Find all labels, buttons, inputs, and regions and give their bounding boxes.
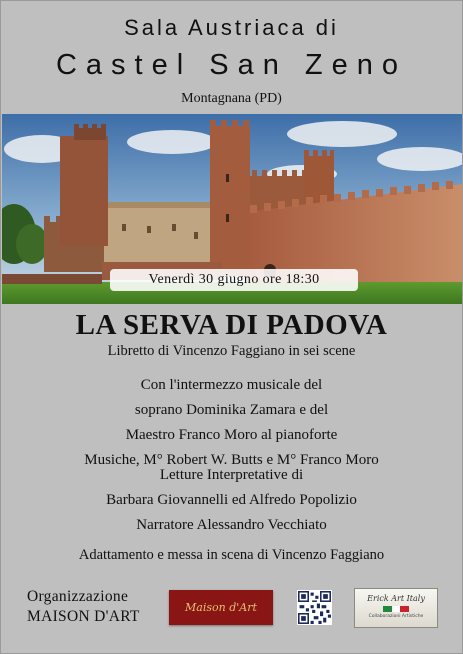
organizer-name: MAISON D'ART xyxy=(27,608,140,625)
italian-flag-icon xyxy=(383,606,409,612)
maison-dart-logo-text: Maison d'Art xyxy=(185,601,257,614)
venue-town: Montagnana (PD) xyxy=(181,91,282,106)
reading-line: Narratore Alessandro Vecchiato xyxy=(136,517,327,533)
music-line: Maestro Franco Moro al pianoforte xyxy=(125,427,338,443)
reading-line: Barbara Giovannelli ed Alfredo Popolizio xyxy=(106,492,357,508)
music-line: Musiche, M° Robert W. Butts e M° Franco Moro xyxy=(84,452,379,468)
qr-code-icon xyxy=(297,590,332,625)
show-title: LA SERVA DI PADOVA xyxy=(75,309,388,341)
organizer-label: Organizzazione xyxy=(27,588,129,605)
music-line: soprano Dominika Zamara e del xyxy=(134,402,329,418)
music-credits xyxy=(1,373,462,473)
reading-credits xyxy=(1,463,462,538)
show-subtitle: Libretto di Vincenzo Faggiano in sei scene xyxy=(107,343,356,359)
reading-line: Letture Interpretative di xyxy=(159,467,304,483)
erick-art-italy-logo xyxy=(354,588,438,628)
venue-castle-name: Castel San Zeno xyxy=(55,49,407,81)
staging-credit xyxy=(1,543,462,568)
music-line: Con l'intermezzo musicale del xyxy=(140,377,323,393)
erick-art-logo-subtitle: Collaborazioni Artistiche xyxy=(368,614,424,619)
organizer xyxy=(27,587,140,627)
maison-dart-logo xyxy=(169,590,273,625)
venue-hall-name: Sala Austriaca di xyxy=(124,15,339,40)
erick-art-logo-title: Erick Art Italy xyxy=(367,594,425,603)
staging-line: Adattamento e messa in scena di Vincenzo Faggiano xyxy=(78,547,385,563)
event-date: Venerdì 30 giugno ore 18:30 xyxy=(110,269,358,291)
